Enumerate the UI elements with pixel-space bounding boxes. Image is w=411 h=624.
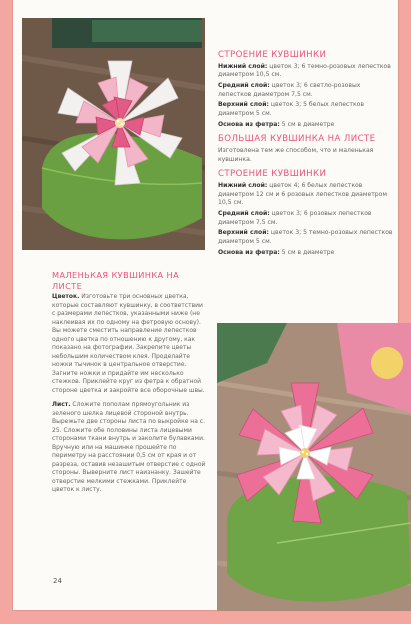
section-title-large-lily: БОЛЬШАЯ КУВШИНКА НА ЛИСТЕ [218, 134, 376, 145]
section-title-structure-1: СТРОЕНИЕ КУВШИНКИ [218, 50, 327, 60]
water-lily-photo-large [217, 323, 411, 611]
spec-line: Верхний слой: цветок 3; 5 темно-розовых лепестков диаметром 5 см. [218, 229, 393, 246]
spec-line: Нижний слой: цветок 3; 6 темно-розовых лепестков диаметром 10,5 см. [218, 62, 391, 79]
large-water-lily-illustration [217, 323, 411, 611]
instruction-leaf: Лист. Сложите пополам прямоугольник из зеленого шелка лицевой стороной внутрь. Вырежьте две стороны листа по выкройке на с. 25. Сложите обе половины листа лицевыми сторонами ткани внутрь и заколите булавками. Вручную или на машинке прошейте по периметру на расстоянии 0,5 см от края и от разреза, оставив незашитым отверстие с одной стороны. Выверните лист наизнанку. Зашейте отверстие мелкими стежками. Приклейте цветок к листу. [52, 401, 206, 493]
page-number: 24 [53, 577, 62, 585]
spec-line: Верхний слой: цветок 3; 5 белых лепестков диаметром 5 см. [218, 101, 364, 118]
spec-line: Нижний слой: цветок 4; 6 белых лепестков диаметром 12 см и 6 розовых лепестков диаметром 10,5 см. [218, 181, 387, 207]
instruction-flower: Цветок. Изготовьте три основных цветка, которые составляют кувшинку, в соответствии с размерами лепестков, указанными ниже (не наклеивая их по одному на фетровую основу). Вы можете сместить направление лепестков одного цветка по отношению к другому, как показано на фотографии. Закрепите цветы небольшим количеством клея. Проделайте ножки тычинок в центральное отверстие. Загните ножки и придайте им несколько стежков. Приклейте круг из фетра к обратной стороне цветка и закройте все оборочные швы. [52, 293, 205, 394]
spec-line: Средний слой: цветок 3; 6 розовых лепестков диаметром 7,5 см. [218, 209, 372, 226]
section-title-structure-2: СТРОЕНИЕ КУВШИНКИ [218, 169, 327, 180]
small-water-lily-illustration [22, 18, 205, 250]
right-column-text [218, 50, 393, 259]
spec-line: Основа из фетра: 5 см в диаметре [218, 120, 335, 128]
spec-line: Средний слой: цветок 3; 6 светло-розовых лепестков диаметром 7,5 см. [218, 81, 361, 98]
spec-line: Основа из фетра: 5 см в диаметре [218, 248, 335, 256]
water-lily-photo-small [22, 18, 205, 250]
section-paragraph: Изготовлена тем же способом, что и маленькая кувшинка. [218, 146, 374, 163]
section-title-small-lily: МАЛЕНЬКАЯ КУВШИНКА НА ЛИСТЕ [52, 270, 180, 291]
left-column-text [52, 270, 208, 501]
